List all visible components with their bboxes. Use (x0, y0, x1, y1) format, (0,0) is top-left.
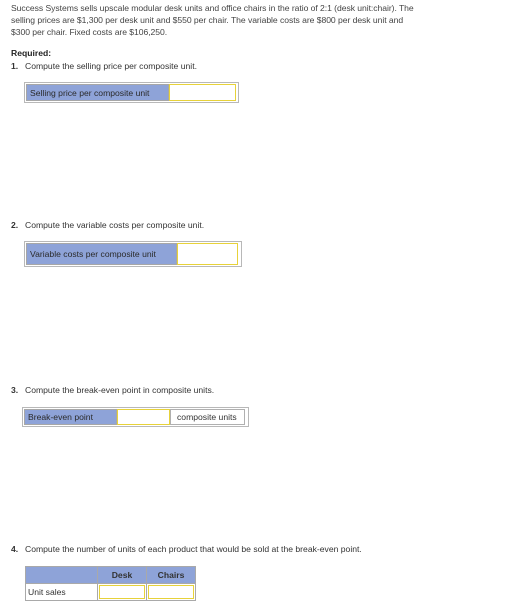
question-2-text: Compute the variable costs per composite unit. (25, 220, 205, 230)
composite-units-label: composite units (170, 409, 245, 425)
question-4-number: 4. (11, 544, 19, 554)
selling-price-input[interactable] (169, 84, 236, 101)
problem-line-3: $300 per chair. Fixed costs are $106,250. (11, 27, 168, 37)
header-chairs: Chairs (147, 567, 196, 584)
break-even-input[interactable] (117, 409, 170, 425)
problem-line-2: selling prices are $1,300 per desk unit and $550 per chair. The variable costs are $800 per desk unit and (11, 15, 404, 25)
problem-line-1: Success Systems sells upscale modular desk units and office chairs in the ratio of 2:1 (desk unit:chair). The (11, 3, 414, 13)
variable-costs-input[interactable] (177, 243, 238, 265)
q3-answer-row (22, 407, 249, 427)
q2-answer-row (24, 241, 242, 267)
unit-sales-row (26, 584, 196, 601)
unit-sales-header-row (26, 567, 196, 584)
header-blank (26, 567, 98, 584)
variable-costs-label: Variable costs per composite unit (26, 243, 177, 265)
desk-units-input[interactable] (99, 585, 145, 599)
question-1-number: 1. (11, 61, 19, 71)
question-4-text: Compute the number of units of each product that would be sold at the break-even point. (25, 544, 362, 554)
question-3-number: 3. (11, 385, 19, 395)
question-2 (11, 220, 204, 230)
problem-statement (11, 2, 495, 38)
question-3-text: Compute the break-even point in composite units. (25, 385, 215, 395)
question-1-text: Compute the selling price per composite unit. (25, 61, 197, 71)
question-2-number: 2. (11, 220, 19, 230)
required-heading: Required: (11, 48, 52, 58)
chairs-units-input[interactable] (148, 585, 194, 599)
break-even-label: Break-even point (24, 409, 117, 425)
header-desk: Desk (98, 567, 147, 584)
question-1 (11, 61, 197, 71)
unit-sales-table (25, 566, 196, 601)
question-3 (11, 385, 214, 395)
desk-cell (98, 584, 147, 601)
question-4 (11, 544, 362, 554)
unit-sales-label: Unit sales (26, 584, 98, 601)
chairs-cell (147, 584, 196, 601)
q1-answer-row (24, 82, 239, 103)
selling-price-label: Selling price per composite unit (26, 84, 169, 101)
